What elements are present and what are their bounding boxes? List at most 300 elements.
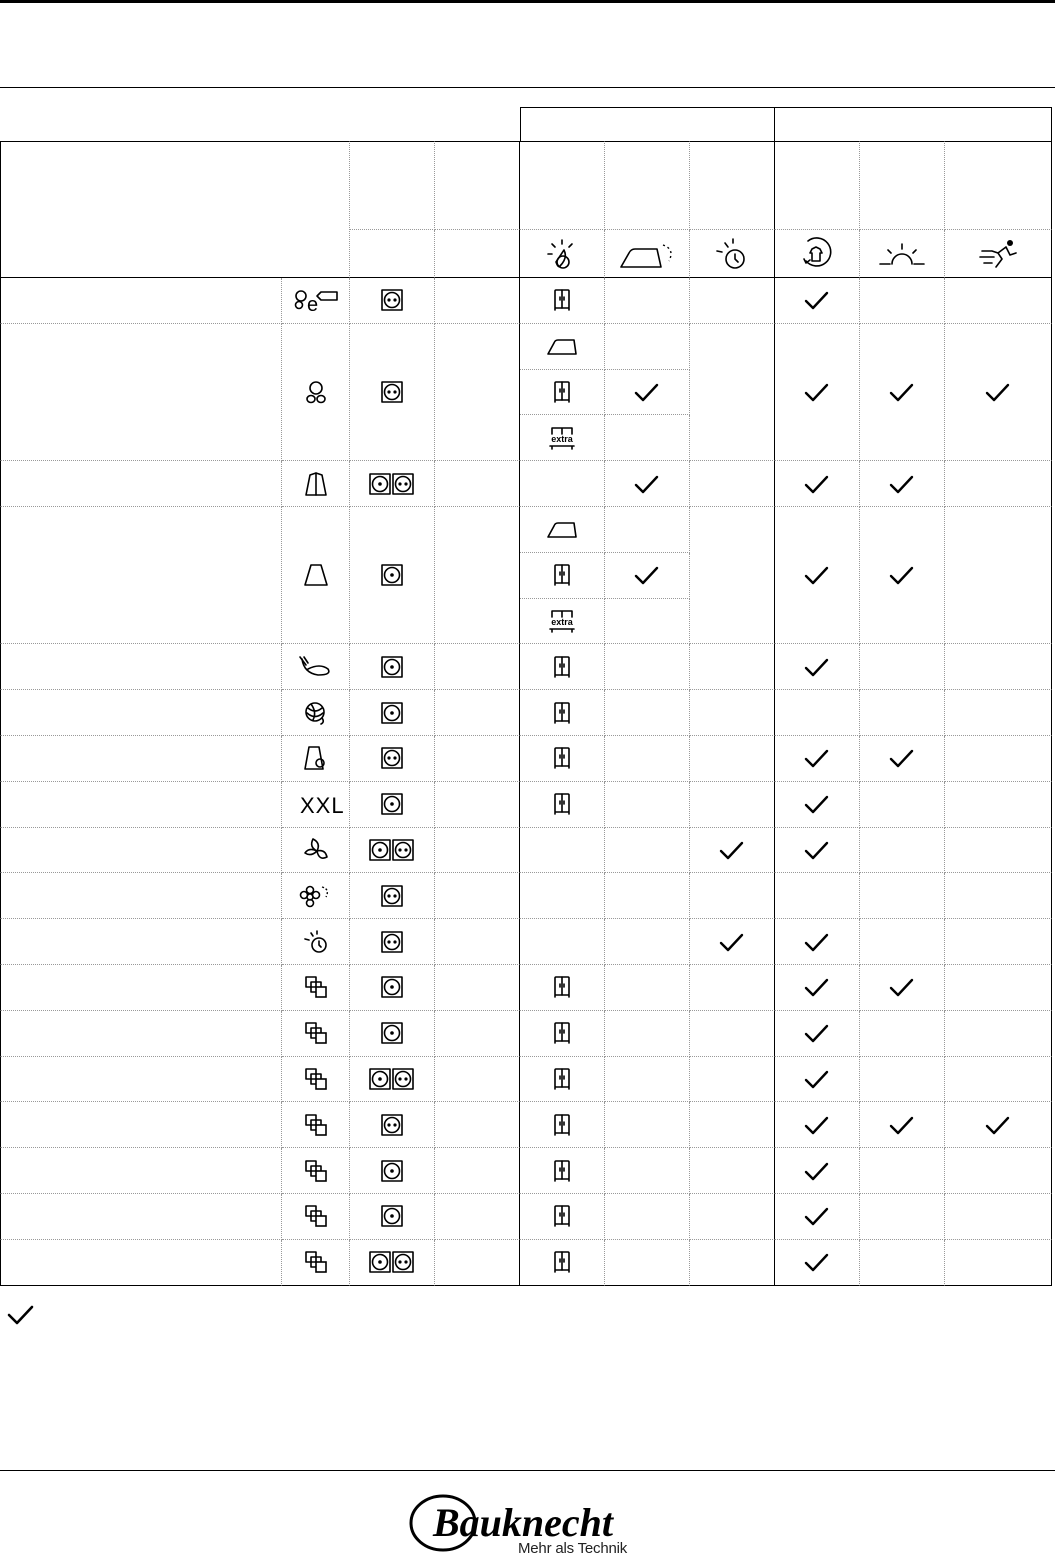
wool-yarn-icon xyxy=(303,700,329,726)
temperature-cell xyxy=(350,1011,435,1057)
checkmark-icon xyxy=(888,1114,916,1136)
option-3-cell xyxy=(945,736,1052,782)
iron-dry-cell xyxy=(605,415,690,461)
option-3-cell xyxy=(945,644,1052,690)
timed-sun-timer-icon xyxy=(303,929,329,955)
program-header xyxy=(0,141,350,278)
temperature-cell xyxy=(350,919,435,965)
time-dry-cell xyxy=(690,278,775,324)
option-2-cell xyxy=(860,965,945,1011)
option-1-cell xyxy=(775,1240,860,1286)
header-icon-eco-sunset-icon xyxy=(860,230,945,278)
header-icon-blank-3 xyxy=(435,230,520,278)
blank-cell xyxy=(435,1148,520,1194)
dryness-extra-icon xyxy=(546,609,578,633)
quick-runner-icon xyxy=(976,237,1020,271)
mixed-shirt-icon xyxy=(304,471,328,497)
option-2-cell xyxy=(860,278,945,324)
time-dry-cell xyxy=(690,324,775,461)
checkmark-icon xyxy=(718,839,746,861)
time-dry-cell xyxy=(690,736,775,782)
option-2-cell xyxy=(860,873,945,919)
checkmark-icon xyxy=(888,381,916,403)
option-1-cell xyxy=(775,736,860,782)
iron-dry-cell xyxy=(605,1148,690,1194)
header-col-4 xyxy=(520,141,605,230)
time-dry-cell xyxy=(690,1240,775,1286)
checkmark-icon xyxy=(803,976,831,998)
program-icon-cell xyxy=(282,1011,350,1057)
program-icon-cell xyxy=(282,1057,350,1103)
iron-dry-cell xyxy=(605,1102,690,1148)
temperature-cell xyxy=(350,644,435,690)
option-1-cell xyxy=(775,1194,860,1240)
temperature-cell xyxy=(350,1240,435,1286)
program-name-cell xyxy=(0,1240,282,1286)
option-1-cell xyxy=(775,644,860,690)
option-3-cell xyxy=(945,1240,1052,1286)
temperature-cell xyxy=(350,507,435,644)
blank-cell xyxy=(435,965,520,1011)
program-name-cell xyxy=(0,873,282,919)
option-3-cell xyxy=(945,1011,1052,1057)
temperature-cell xyxy=(350,1148,435,1194)
temperature-cell xyxy=(350,1194,435,1240)
time-dry-cell xyxy=(690,919,775,965)
cupboard-dry-sun-drop-icon xyxy=(546,236,578,272)
logo-text: Bauknecht xyxy=(433,1500,614,1545)
blank-cell xyxy=(435,736,520,782)
checkmark-icon xyxy=(633,473,661,495)
option-3-cell xyxy=(945,1057,1052,1103)
special-squares-icon xyxy=(304,1113,328,1137)
program-name-cell xyxy=(0,782,282,828)
iron-dry-cell xyxy=(605,1240,690,1286)
footer-rule xyxy=(0,1470,1055,1471)
header-icon-anti-crease-shirt-rotate-icon xyxy=(775,230,860,278)
dryness-level-cell xyxy=(520,690,605,736)
program-icon-cell xyxy=(282,782,350,828)
program-icon-cell xyxy=(282,690,350,736)
legend-checkmark-icon xyxy=(6,1303,36,1332)
dryness-level-cell xyxy=(520,278,605,324)
dryness-cupboard-icon xyxy=(552,975,572,999)
temperature-cell xyxy=(350,965,435,1011)
svg-text:extra: extra xyxy=(551,616,573,627)
blank-cell xyxy=(435,1240,520,1286)
program-icon-cell xyxy=(282,736,350,782)
blank-cell xyxy=(435,507,520,644)
dryness-level-cell xyxy=(520,461,605,507)
program-name-cell xyxy=(0,828,282,874)
program-icon-cell xyxy=(282,873,350,919)
svg-text:e: e xyxy=(306,294,318,317)
iron-dry-cell xyxy=(605,507,690,553)
dryness-level-cell xyxy=(520,599,605,645)
header-rule xyxy=(0,87,1055,88)
iron-dry-icon xyxy=(617,237,677,271)
option-2-cell xyxy=(860,828,945,874)
brand-tagline: Mehr als Technik xyxy=(518,1540,628,1557)
program-name-cell xyxy=(0,736,282,782)
checkmark-icon xyxy=(803,1205,831,1227)
special-squares-icon xyxy=(304,1250,328,1274)
blank-cell xyxy=(435,828,520,874)
temperature-1dot-2dot-icon xyxy=(368,1067,416,1091)
dryness-cupboard-icon xyxy=(552,746,572,770)
svg-text:extra: extra xyxy=(551,433,573,444)
special-squares-icon xyxy=(304,1021,328,1045)
checkmark-icon xyxy=(803,931,831,953)
blank-cell xyxy=(435,1194,520,1240)
blank-cell xyxy=(435,461,520,507)
iron-dry-cell xyxy=(605,370,690,416)
header-icon-time-dry-sun-timer-icon xyxy=(690,230,775,278)
option-2-cell xyxy=(860,919,945,965)
dryness-cupboard-icon xyxy=(552,701,572,725)
temperature-cell xyxy=(350,873,435,919)
dryness-cupboard-icon xyxy=(552,1113,572,1137)
option-3-cell xyxy=(945,782,1052,828)
option-3-cell xyxy=(945,690,1052,736)
temperature-2dot-icon xyxy=(380,746,404,770)
time-dry-cell xyxy=(690,1102,775,1148)
dryness-level-cell xyxy=(520,553,605,599)
temperature-1dot-2dot-icon xyxy=(368,472,416,496)
program-name-cell xyxy=(0,1194,282,1240)
dryness-group-header xyxy=(520,107,775,141)
checkmark-icon xyxy=(718,931,746,953)
dryness-level-cell xyxy=(520,782,605,828)
header-col-3 xyxy=(435,141,520,230)
dryness-level-cell xyxy=(520,1102,605,1148)
header-icon-cupboard-dry-sun-drop-icon xyxy=(520,230,605,278)
temperature-cell xyxy=(350,1102,435,1148)
option-1-cell xyxy=(775,324,860,461)
program-icon-cell xyxy=(282,1194,350,1240)
program-name-cell xyxy=(0,1057,282,1103)
option-2-cell xyxy=(860,690,945,736)
option-2-cell xyxy=(860,1102,945,1148)
checkmark-icon xyxy=(888,747,916,769)
option-2-cell xyxy=(860,507,945,644)
time-dry-cell xyxy=(690,507,775,644)
checkmark-icon xyxy=(803,1068,831,1090)
blank-cell xyxy=(435,1057,520,1103)
dryness-iron-icon xyxy=(546,334,578,358)
option-3-cell xyxy=(945,507,1052,644)
option-3-cell xyxy=(945,828,1052,874)
checkmark-icon xyxy=(633,381,661,403)
temperature-cell xyxy=(350,828,435,874)
time-dry-cell xyxy=(690,644,775,690)
temperature-cell xyxy=(350,1057,435,1103)
blank-cell xyxy=(435,324,520,461)
dryness-level-cell xyxy=(520,873,605,919)
header-col-7 xyxy=(775,141,860,230)
dryness-level-cell xyxy=(520,324,605,370)
iron-dry-cell xyxy=(605,736,690,782)
special-squares-icon xyxy=(304,1204,328,1228)
temperature-2dot-icon xyxy=(380,380,404,404)
iron-dry-cell xyxy=(605,1011,690,1057)
option-3-cell xyxy=(945,919,1052,965)
checkmark-icon xyxy=(803,839,831,861)
xxl-icon xyxy=(298,791,345,819)
dryness-level-cell xyxy=(520,415,605,461)
checkmark-icon xyxy=(888,564,916,586)
temperature-1dot-icon xyxy=(380,1159,404,1183)
program-name-cell xyxy=(0,324,282,461)
option-2-cell xyxy=(860,1148,945,1194)
dryness-level-cell xyxy=(520,1240,605,1286)
program-icon-cell xyxy=(282,1240,350,1286)
header-icon-blank-2 xyxy=(350,230,435,278)
program-icon-cell xyxy=(282,278,350,324)
synthetics-bottle-icon xyxy=(303,561,329,589)
option-2-cell xyxy=(860,461,945,507)
iron-dry-cell xyxy=(605,965,690,1011)
time-dry-cell xyxy=(690,782,775,828)
dryness-cupboard-icon xyxy=(552,288,572,312)
option-2-cell xyxy=(860,1240,945,1286)
dryness-level-cell xyxy=(520,1148,605,1194)
svg-text:XXL: XXL xyxy=(299,793,345,819)
special-squares-icon xyxy=(304,975,328,999)
program-icon-cell xyxy=(282,324,350,461)
iron-dry-cell xyxy=(605,828,690,874)
checkmark-icon xyxy=(888,473,916,495)
dryness-cupboard-icon xyxy=(552,792,572,816)
checkmark-icon xyxy=(803,747,831,769)
dryness-extra-icon xyxy=(546,426,578,450)
header-col-8 xyxy=(860,141,945,230)
iron-dry-cell xyxy=(605,324,690,370)
program-icon-cell xyxy=(282,1102,350,1148)
temperature-2dot-icon xyxy=(380,1113,404,1137)
checkmark-icon xyxy=(803,1160,831,1182)
program-icon-cell xyxy=(282,1148,350,1194)
dryness-level-cell xyxy=(520,828,605,874)
option-2-cell xyxy=(860,1057,945,1103)
dryness-level-cell xyxy=(520,736,605,782)
eco-sunset-icon xyxy=(876,238,928,270)
dryness-level-cell xyxy=(520,644,605,690)
blank-cell xyxy=(435,782,520,828)
iron-dry-cell xyxy=(605,644,690,690)
checkmark-icon xyxy=(984,381,1012,403)
dryness-cupboard-icon xyxy=(552,655,572,679)
iron-dry-cell xyxy=(605,690,690,736)
baby-bottle-icon xyxy=(304,745,328,771)
program-icon-cell xyxy=(282,919,350,965)
time-dry-cell xyxy=(690,965,775,1011)
option-1-cell xyxy=(775,919,860,965)
program-name-cell xyxy=(0,644,282,690)
option-1-cell xyxy=(775,278,860,324)
blank-cell xyxy=(435,644,520,690)
program-name-cell xyxy=(0,507,282,644)
top-rule xyxy=(0,0,1055,3)
refresh-flower-icon xyxy=(300,883,332,909)
temperature-2dot-icon xyxy=(380,884,404,908)
program-name-cell xyxy=(0,1011,282,1057)
temperature-1dot-icon xyxy=(380,792,404,816)
air-fan-icon xyxy=(303,837,329,863)
iron-dry-cell xyxy=(605,461,690,507)
header-icon-quick-runner-icon xyxy=(945,230,1052,278)
program-name-cell xyxy=(0,278,282,324)
option-1-cell xyxy=(775,690,860,736)
time-dry-cell xyxy=(690,1011,775,1057)
program-name-cell xyxy=(0,965,282,1011)
option-1-cell xyxy=(775,461,860,507)
dryness-level-cell xyxy=(520,1011,605,1057)
iron-dry-cell xyxy=(605,599,690,645)
option-1-cell xyxy=(775,1148,860,1194)
temperature-2dot-icon xyxy=(380,930,404,954)
time-dry-sun-timer-icon xyxy=(715,237,749,271)
program-name-cell xyxy=(0,461,282,507)
iron-dry-cell xyxy=(605,1057,690,1103)
option-3-cell xyxy=(945,278,1052,324)
temperature-1dot-icon xyxy=(380,1021,404,1045)
option-3-cell xyxy=(945,324,1052,461)
option-3-cell xyxy=(945,965,1052,1011)
temperature-cell xyxy=(350,690,435,736)
header-icon-iron-dry-icon xyxy=(605,230,690,278)
program-icon-cell xyxy=(282,507,350,644)
checkmark-icon xyxy=(803,1022,831,1044)
blank-cell xyxy=(435,278,520,324)
dryness-iron-icon xyxy=(546,517,578,541)
time-dry-cell xyxy=(690,1148,775,1194)
checkmark-icon xyxy=(803,1251,831,1273)
option-1-cell xyxy=(775,965,860,1011)
checkmark-icon xyxy=(803,381,831,403)
iron-dry-cell xyxy=(605,782,690,828)
cotton-flower-icon xyxy=(302,378,330,406)
dryness-cupboard-icon xyxy=(552,1204,572,1228)
dryness-level-cell xyxy=(520,965,605,1011)
program-icon-cell xyxy=(282,461,350,507)
dryness-level-cell xyxy=(520,370,605,416)
checkmark-icon xyxy=(803,793,831,815)
temperature-1dot-icon xyxy=(380,975,404,999)
iron-dry-cell xyxy=(605,1194,690,1240)
option-1-cell xyxy=(775,782,860,828)
iron-dry-cell xyxy=(605,553,690,599)
program-name-cell xyxy=(0,690,282,736)
program-name-cell xyxy=(0,1102,282,1148)
time-dry-cell xyxy=(690,1194,775,1240)
options-group-header xyxy=(775,107,1052,141)
option-1-cell xyxy=(775,828,860,874)
program-icon-cell xyxy=(282,828,350,874)
checkmark-icon xyxy=(888,976,916,998)
option-2-cell xyxy=(860,1011,945,1057)
checkmark-icon xyxy=(803,564,831,586)
header-col-9 xyxy=(945,141,1052,230)
blank-cell xyxy=(435,1011,520,1057)
checkmark-icon xyxy=(803,1114,831,1136)
header-col-2 xyxy=(350,141,435,230)
checkmark-icon xyxy=(633,564,661,586)
option-1-cell xyxy=(775,873,860,919)
temperature-1dot-2dot-icon xyxy=(368,1250,416,1274)
option-1-cell xyxy=(775,1011,860,1057)
option-3-cell xyxy=(945,873,1052,919)
temperature-1dot-icon xyxy=(380,701,404,725)
dryness-level-cell xyxy=(520,919,605,965)
checkmark-icon xyxy=(803,473,831,495)
iron-dry-cell xyxy=(605,278,690,324)
checkmark-icon xyxy=(803,656,831,678)
checkmark-icon xyxy=(803,289,831,311)
temperature-1dot-icon xyxy=(380,655,404,679)
option-2-cell xyxy=(860,644,945,690)
dryness-cupboard-icon xyxy=(552,1067,572,1091)
dryness-cupboard-icon xyxy=(552,1159,572,1183)
temperature-2dot-icon xyxy=(380,288,404,312)
program-icon-cell xyxy=(282,644,350,690)
temperature-1dot-icon xyxy=(380,1204,404,1228)
blank-cell xyxy=(435,690,520,736)
temperature-cell xyxy=(350,461,435,507)
time-dry-cell xyxy=(690,873,775,919)
time-dry-cell xyxy=(690,1057,775,1103)
temperature-cell xyxy=(350,736,435,782)
special-squares-icon xyxy=(304,1067,328,1091)
temperature-1dot-icon xyxy=(380,563,404,587)
option-1-cell xyxy=(775,507,860,644)
option-1-cell xyxy=(775,1057,860,1103)
dryness-level-cell xyxy=(520,1194,605,1240)
dryness-cupboard-icon xyxy=(552,1250,572,1274)
dryness-cupboard-icon xyxy=(552,380,572,404)
option-2-cell xyxy=(860,324,945,461)
delicate-feather-icon xyxy=(298,655,334,679)
iron-dry-cell xyxy=(605,873,690,919)
eco-cotton-tag-icon xyxy=(293,286,339,317)
option-3-cell xyxy=(945,1194,1052,1240)
dryness-level-cell xyxy=(520,1057,605,1103)
time-dry-cell xyxy=(690,690,775,736)
iron-dry-cell xyxy=(605,919,690,965)
option-3-cell xyxy=(945,1102,1052,1148)
program-icon-cell xyxy=(282,965,350,1011)
temperature-cell xyxy=(350,782,435,828)
temperature-1dot-2dot-icon xyxy=(368,838,416,862)
dryness-cupboard-icon xyxy=(552,563,572,587)
option-2-cell xyxy=(860,1194,945,1240)
blank-cell xyxy=(435,873,520,919)
header-col-5 xyxy=(605,141,690,230)
program-name-cell xyxy=(0,1148,282,1194)
blank-cell xyxy=(435,1102,520,1148)
time-dry-cell xyxy=(690,828,775,874)
option-2-cell xyxy=(860,782,945,828)
temperature-cell xyxy=(350,324,435,461)
option-3-cell xyxy=(945,1148,1052,1194)
blank-cell xyxy=(435,919,520,965)
dryness-level-cell xyxy=(520,507,605,553)
checkmark-icon xyxy=(984,1114,1012,1136)
header-col-6 xyxy=(690,141,775,230)
temperature-cell xyxy=(350,278,435,324)
dryness-cupboard-icon xyxy=(552,1021,572,1045)
anti-crease-shirt-rotate-icon xyxy=(800,237,834,271)
